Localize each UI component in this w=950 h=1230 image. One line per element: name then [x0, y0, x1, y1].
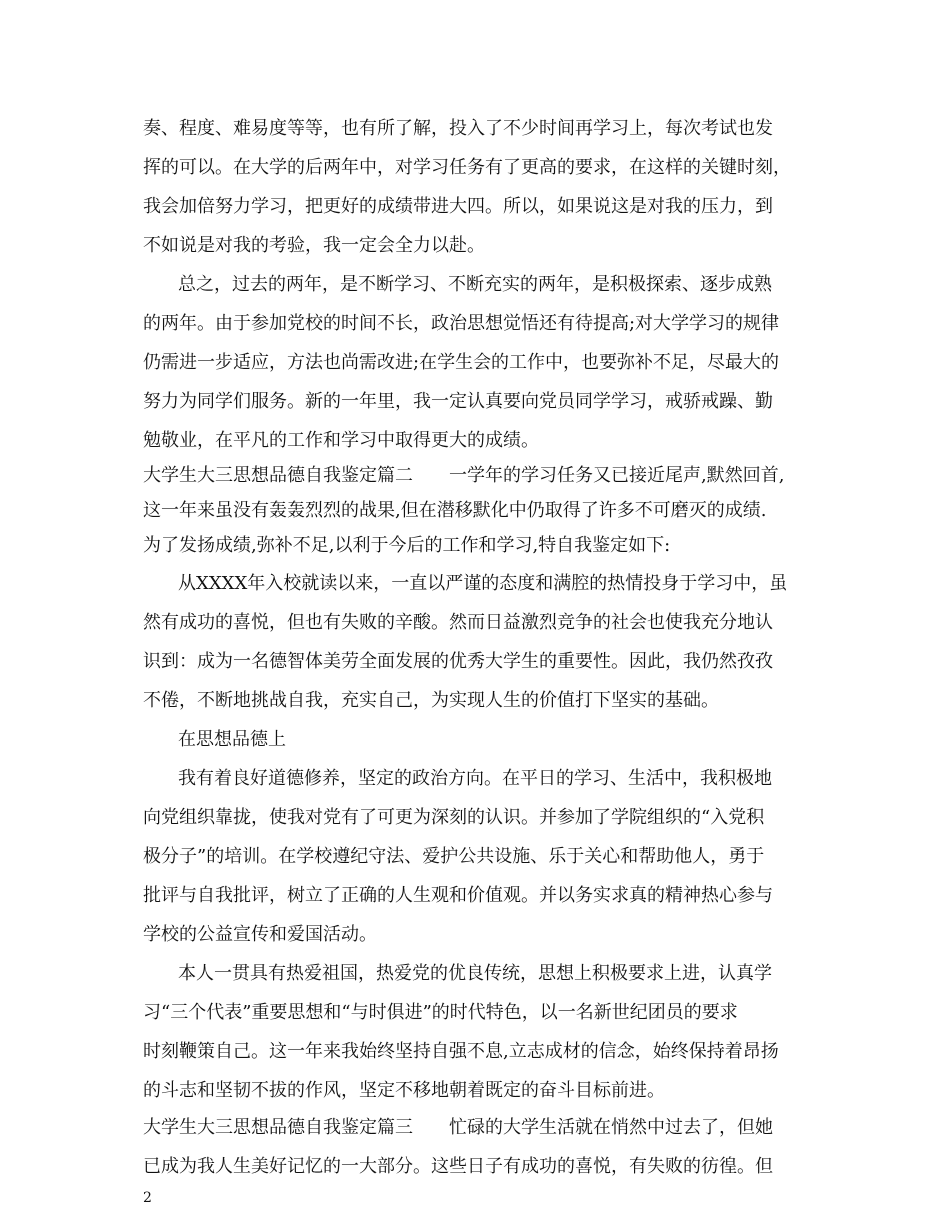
- text-line: 习“三个代表”重要思想和“与时俱进”的时代特色，以一名新世纪团员的要求: [143, 1002, 738, 1023]
- text-line: 奏、程度、难易度等等，也有所了解，投入了不少时间再学习上，每次考试也发: [143, 118, 773, 139]
- text-line: 努力为同学们服务。新的一年里，我一定认真要向党员同学学习，戒骄戒躁、勤: [143, 391, 773, 412]
- text-line: 时刻鞭策自己。这一年来我始终坚持自强不息,立志成材的信念，始终保持着昂扬: [143, 1041, 779, 1062]
- text-line: 总之，过去的两年，是不断学习、不断充实的两年，是积极探索、逐步成熟: [178, 274, 772, 295]
- text-line: 仍需进一步适应，方法也尚需改进;在学生会的工作中，也要弥补不足，尽最大的: [143, 352, 780, 373]
- text-line: 本人一贯具有热爱祖国，热爱党的优良传统，思想上积极要求上进，认真学: [178, 963, 772, 984]
- section-heading-line: 大学生大三思想品德自我鉴定篇二 一学年的学习任务又已接近尾声,默然回首,: [143, 465, 785, 486]
- text-line: 然有成功的喜悦，但也有失败的辛酸。然而日益激烈竞争的社会也使我充分地认: [143, 612, 773, 633]
- text-line: 不如说是对我的考验，我一定会全力以赴。: [143, 235, 485, 256]
- text-line: 为了发扬成绩,弥补不足,以利于今后的工作和学习,特自我鉴定如下:: [143, 535, 671, 556]
- text-line: 的两年。由于参加党校的时间不长，政治思想觉悟还有待提高;对大学学习的规律: [143, 313, 780, 334]
- page-number: 2: [143, 1190, 152, 1206]
- text-line: 识到：成为一名德智体美劳全面发展的优秀大学生的重要性。因此，我仍然孜孜: [143, 651, 773, 672]
- text-line: 挥的可以。在大学的后两年中，对学习任务有了更高的要求，在这样的关键时刻，: [143, 157, 791, 178]
- text-line: 学校的公益宣传和爱国活动。: [143, 924, 377, 945]
- text-line: 向党组织靠拢，使我对党有了可更为深刻的认识。并参加了学院组织的“入党积: [143, 807, 765, 828]
- text-line: 勉敬业，在平凡的工作和学习中取得更大的成绩。: [143, 430, 539, 451]
- text-line: 的斗志和坚韧不拔的作风，坚定不移地朝着既定的奋斗目标前进。: [143, 1080, 665, 1101]
- text-line: 批评与自我批评，树立了正确的人生观和价值观。并以务实求真的精神热心参与: [143, 885, 773, 906]
- text-line: 我会加倍努力学习，把更好的成绩带进大四。所以，如果说这是对我的压力，到: [143, 196, 773, 217]
- text-line: 不倦，不断地挑战自我，充实自己，为实现人生的价值打下坚实的基础。: [143, 690, 719, 711]
- text-line: 我有着良好道德修养，坚定的政治方向。在平日的学习、生活中，我积极地: [178, 768, 772, 789]
- subheading-line: 在思想品德上: [178, 729, 286, 750]
- text-line: 这一年来虽没有轰轰烈烈的战果,但在潜移默化中仍取得了许多不可磨灭的成绩.: [143, 500, 767, 521]
- section-heading-line: 大学生大三思想品德自我鉴定篇三 忙碌的大学生活就在悄然中过去了，但她: [143, 1117, 773, 1138]
- text-line: 已成为我人生美好记忆的一大部分。这些日子有成功的喜悦，有失败的彷徨。但: [143, 1156, 773, 1177]
- text-line: 极分子”的培训。在学校遵纪守法、爱护公共设施、乐于关心和帮助他人，勇于: [143, 846, 765, 867]
- text-line: 从XXXX年入校就读以来，一直以严谨的态度和满腔的热情投身于学习中，虽: [178, 573, 788, 594]
